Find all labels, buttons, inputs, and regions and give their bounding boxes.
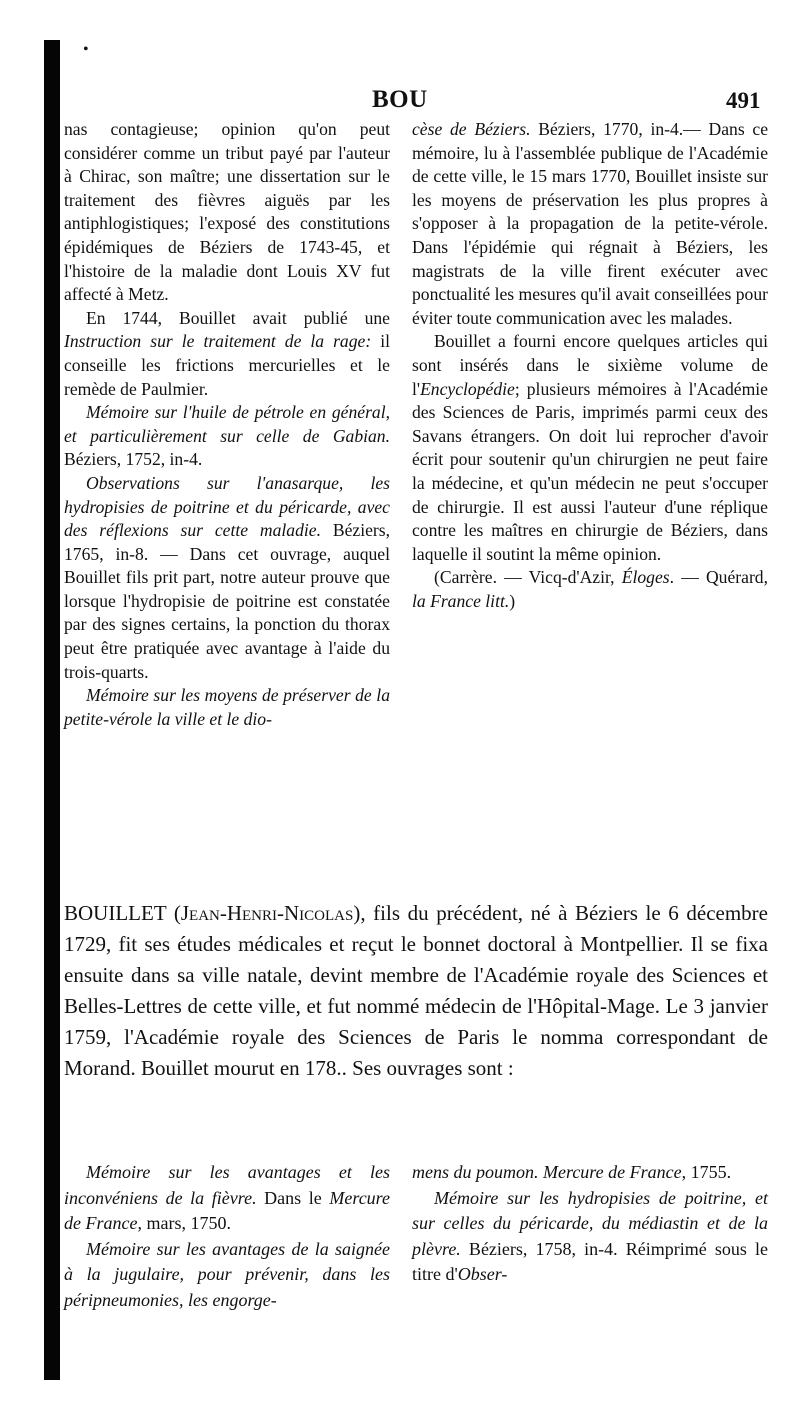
left-column-top [64,118,390,731]
bibliography-entry: Mémoire sur les hydropisies de poitrine, et sur celles du péricarde, du médiastin et de la plèvre. Béziers, 1758, in-4. Réimprimé sous le titre d'Obser- [412,1187,768,1284]
work-title: Mémoire sur les hydropisies de poitrine, et sur celles du péricarde, du médiastin et de la plèvre. [412,1187,768,1259]
paragraph: En 1744, Bouillet avait publié une Instruction sur le traitement de la rage: il conseille les frictions mercurielles et le remède de Paulmier. [64,307,390,399]
right-column-bottom [412,1160,768,1288]
work-title: Mémoire sur les avantages de la saignée à la jugulaire, pour prévenir, dans les péripneumonies, les engorge- [64,1238,390,1310]
running-head: BOU [372,86,428,113]
page-number: 491 [726,88,761,113]
work-title: cèse de Béziers. [412,119,531,139]
bibliography-entry: Observations sur l'anasarque, les hydropisies de poitrine et du péricarde, avec des réflexions sur cette maladie. Béziers, 1765, in-8. — Dans cet ouvrage, auquel Bouillet fils prit part, notre auteur prouve que lorsque l'hydropisie de poitrine est constatée par des signes certains, la ponction du thorax peut être pratiquée avec avantage à l'aide du trois-quarts. [64,472,390,682]
work-title: Encyclopédie [420,378,515,399]
bibliography-entry [64,684,390,731]
work-title: Instruction sur le traitement de la rage: [64,331,372,352]
left-column-bottom [64,1160,390,1313]
right-column-top [412,118,768,613]
paragraph: cèse de Béziers. Béziers, 1770, in-4.— Dans ce mémoire, lu à l'assemblée publique de l'Académie de cette ville, le 15 mars 1770, Bouillet insiste sur les moyens de préservation les plus propres à s'opposer à la propagation de la petite-vérole. Dans l'épidémie qui régnait à Béziers, les magistrats de la ville firent exécuter avec ponctualité les mesures qu'il avait conseillées pour éviter toute communication avec les malades. [412,119,769,328]
sources-citation: (Carrère. — Vicq-d'Azir, Éloges. — Quérard, la France litt.) [412,567,769,611]
biography-entry [64,898,768,1084]
work-title: Observations sur l'anasarque, les hydropisies de poitrine et du péricarde, avec des réflexions sur cette maladie. [64,472,390,541]
given-names: (Jean-Henri-Nicolas) [173,901,361,925]
paragraph: nas contagieuse; opinion qu'on peut considérer comme un tribut payé par l'auteur à Chirac, son maître; une dissertation sur le traitement des fièvres aiguës par les antiphlogistiques; l'exposé des constitutions épidémiques de Béziers de 1743-45, et l'histoire de la maladie dont Louis XV fut affecté à Metz. [64,119,390,305]
bibliography-entry: Mémoire sur l'huile de pétrole en général, et particulièrement sur celle de Gabian. Béziers, 1752, in-4. [64,402,390,470]
work-title: Mémoire sur les moyens de préserver de la petite-vérole la ville et le dio- [64,685,390,729]
work-title: Mémoire sur les avantages et les inconvéniens de la fièvre. [64,1162,390,1208]
work-title: Mémoire sur l'huile de pétrole en général, et particulièrement sur celle de Gabian. [64,402,390,446]
bibliography-entry: Mémoire sur les avantages et les inconvéniens de la fièvre. Dans le Mercure de France, mars, 1750. [64,1162,391,1233]
paragraph: BOUILLET (Jean-Henri-Nicolas), fils du précédent, né à Béziers le 6 décembre 1729, fit ses études médicales et reçut le bonnet doctoral à Montpellier. Il se fixa ensuite dans sa ville natale, devint membre de l'Académie royale des Sciences et Belles-Lettres de cette ville, et fut nommé médecin de l'Hôpital-Mage. Le 3 janvier 1759, l'Académie royale des Sciences de Paris le nomma correspondant de Morand. Bouillet mourut en 178.. Ses ouvrages sont : [64,901,768,1080]
bibliography-entry [64,1237,390,1314]
paragraph: mens du poumon. Mercure de France, 1755. [412,1162,732,1182]
entry-headword: BOUILLET [64,901,167,925]
paragraph: Bouillet a fourni encore quelques articles qui sont insérés dans le sixième volume de l'Encyclopédie; plusieurs mémoires à l'Académie des Sciences de Paris, imprimés parmi ceux des Savans étrangers. On doit lui reprocher d'avoir écrit pour soutenir qu'un chirurgien ne peut faire la médecine, et qu'un médecin ne peut s'occuper de chirurgie. Il est aussi l'auteur d'une réplique contre les maîtres en chirurgie de Béziers, dans laquelle il soutint la même opinion. [412,331,768,564]
ink-mark: • [83,41,89,58]
book-spine-edge [44,40,60,1380]
work-title: mens du poumon. [412,1162,539,1182]
